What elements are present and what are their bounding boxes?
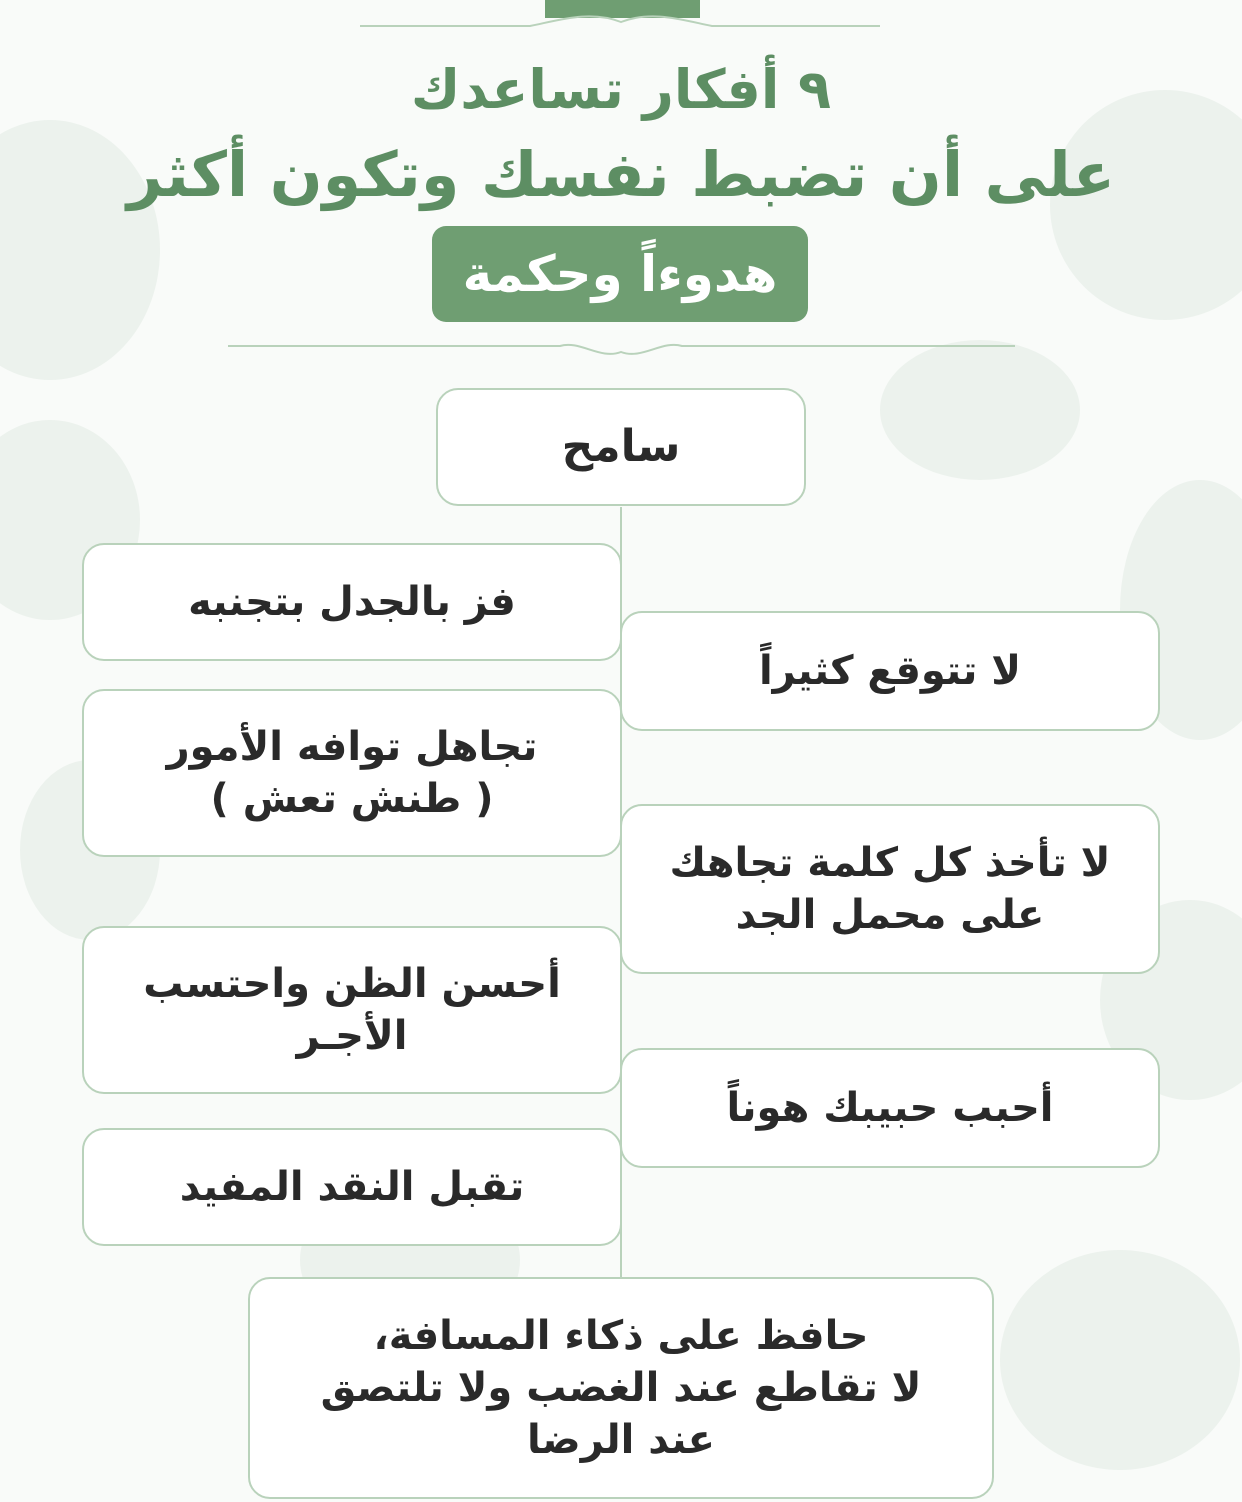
node-text: ( طنش تعش ) [210, 776, 494, 822]
left-node-3 [82, 926, 622, 1094]
root-label: سامح [561, 421, 681, 473]
title-badge: هدوءاً وحكمة [432, 226, 808, 322]
node-text: أحسن الظن واحتسب [143, 961, 561, 1007]
left-node-1 [82, 543, 622, 661]
node-text: لا تتوقع كثيراً [758, 648, 1022, 694]
node-text: تجاهل توافه الأمور [166, 724, 538, 770]
node-text: فز بالجدل بتجنبه [188, 579, 516, 625]
bottom-node [248, 1277, 994, 1499]
title-line-2: على أن تضبط نفسك وتكون أكثر [126, 138, 1116, 211]
node-text: أحبب حبيبك هوناً [726, 1085, 1054, 1131]
node-text: عند الرضا [527, 1417, 715, 1463]
right-node-1 [620, 611, 1160, 731]
right-node-3 [620, 1048, 1160, 1168]
node-text: لا تأخذ كل كلمة تجاهك [669, 840, 1111, 886]
root-node [436, 388, 806, 506]
left-node-2 [82, 689, 622, 857]
title-line-1: ٩ أفكار تساعدك [410, 58, 832, 121]
node-text: لا تقاطع عند الغضب ولا تلتصق [320, 1365, 922, 1411]
mosque-emblem [545, 0, 700, 18]
right-node-2 [620, 804, 1160, 974]
bottom-divider [228, 345, 1015, 354]
node-text: على محمل الجد [735, 892, 1045, 938]
node-text: تقبل النقد المفيد [179, 1164, 525, 1210]
left-node-4 [82, 1128, 622, 1246]
node-text: الأجـر [296, 1013, 408, 1059]
node-text: حافظ على ذكاء المسافة، [373, 1313, 869, 1359]
